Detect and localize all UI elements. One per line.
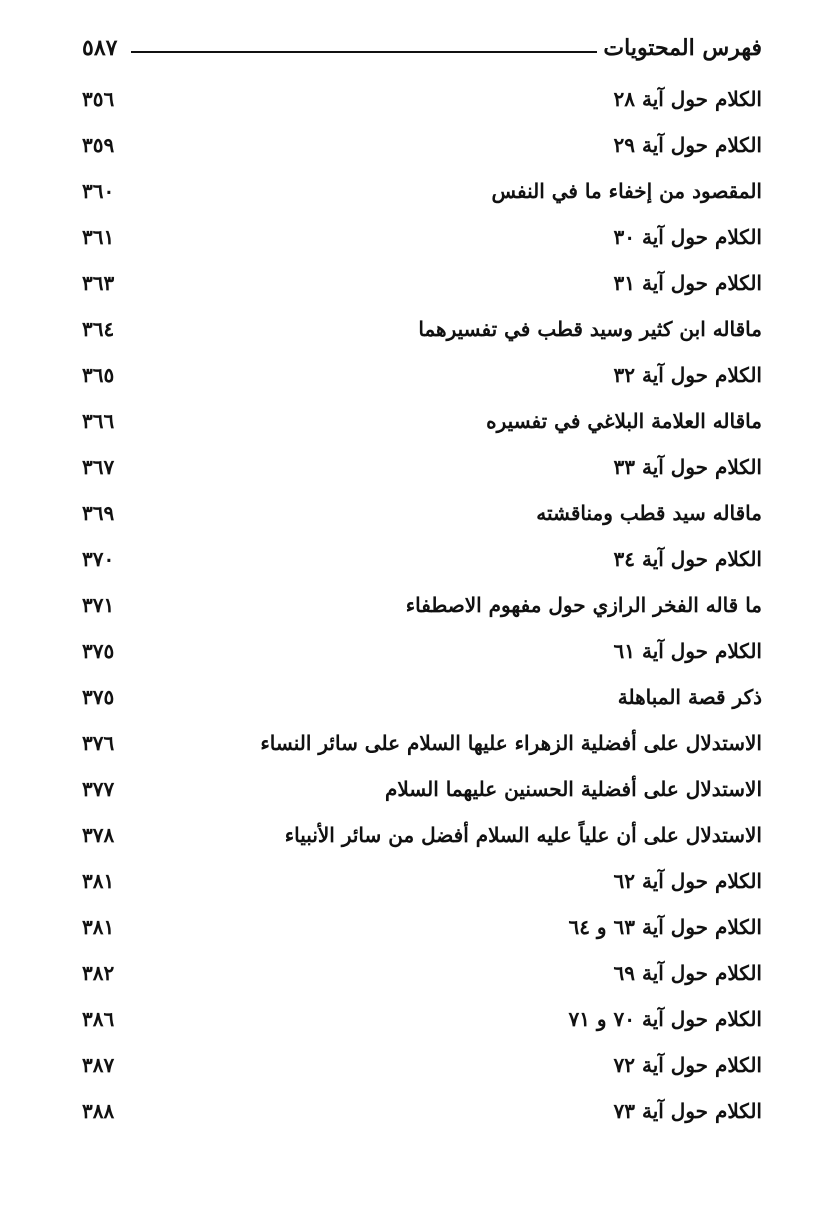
header-rule xyxy=(131,51,597,53)
toc-entry-title: الكلام حول آية ٣٢ xyxy=(613,363,762,387)
toc-entry xyxy=(82,766,762,812)
toc-entry-title: ماقاله سيد قطب ومناقشته xyxy=(536,501,762,525)
toc-entry xyxy=(82,582,762,628)
toc-entry xyxy=(82,536,762,582)
toc-entry-page: ٣٧٠ xyxy=(82,547,115,571)
toc-entry-title: الاستدلال على أفضلية الحسنين عليهما السلام xyxy=(384,777,762,801)
toc-entry xyxy=(82,720,762,766)
running-title: فهرس المحتويات xyxy=(603,35,762,61)
toc-entry xyxy=(82,1088,762,1134)
toc-entry-page: ٣٧٦ xyxy=(82,731,115,755)
toc-entry-page: ٣٧٨ xyxy=(82,823,115,847)
toc-entry-title: الكلام حول آية ٦٢ xyxy=(613,869,762,893)
toc-entry-title: الكلام حول آية ٣١ xyxy=(613,271,762,295)
toc-entry xyxy=(82,812,762,858)
toc-entry-page: ٣٦٩ xyxy=(82,501,115,525)
toc-entry-title: الكلام حول آية ٢٨ xyxy=(613,87,762,111)
toc-entry-title: الكلام حول آية ٦٣ و ٦٤ xyxy=(568,915,762,939)
toc-entry-title: ماقاله ابن كثير وسيد قطب في تفسيرهما xyxy=(418,317,762,341)
toc-entry xyxy=(82,122,762,168)
toc-entry xyxy=(82,306,762,352)
table-of-contents xyxy=(82,76,762,1134)
toc-entry xyxy=(82,628,762,674)
toc-entry-title: المقصود من إخفاء ما في النفس xyxy=(491,179,762,203)
toc-entry-page: ٣٧٥ xyxy=(82,639,115,663)
toc-entry-page: ٣٧٧ xyxy=(82,777,115,801)
toc-entry-page: ٣٦٧ xyxy=(82,455,115,479)
toc-entry-title: الكلام حول آية ٦١ xyxy=(613,639,762,663)
toc-entry-page: ٣٦٤ xyxy=(82,317,115,341)
toc-entry-page: ٣٨٨ xyxy=(82,1099,115,1123)
toc-entry-title: الكلام حول آية ٣٠ xyxy=(613,225,762,249)
running-header xyxy=(82,30,762,66)
toc-entry xyxy=(82,950,762,996)
toc-entry xyxy=(82,444,762,490)
toc-entry xyxy=(82,214,762,260)
toc-entry-page: ٣٥٩ xyxy=(82,133,115,157)
page-number: ٥٨٧ xyxy=(82,35,118,61)
toc-entry xyxy=(82,260,762,306)
toc-entry-page: ٣٧١ xyxy=(82,593,115,617)
toc-entry xyxy=(82,996,762,1042)
toc-entry xyxy=(82,168,762,214)
toc-entry-title: الاستدلال على أن علياً عليه السلام أفضل من سائر الأنبياء xyxy=(284,823,762,847)
toc-entry-page: ٣٦٥ xyxy=(82,363,115,387)
toc-entry-page: ٣٦١ xyxy=(82,225,115,249)
toc-entry xyxy=(82,1042,762,1088)
toc-entry-title: الكلام حول آية ٣٣ xyxy=(613,455,762,479)
toc-entry-page: ٣٨١ xyxy=(82,869,115,893)
toc-entry-title: الاستدلال على أفضلية الزهراء عليها السلام على سائر النساء xyxy=(260,731,762,755)
toc-entry xyxy=(82,490,762,536)
toc-entry-title: ما قاله الفخر الرازي حول مفهوم الاصطفاء xyxy=(405,593,762,617)
toc-entry xyxy=(82,352,762,398)
toc-entry xyxy=(82,674,762,720)
toc-entry-title: ذكر قصة المباهلة xyxy=(617,685,762,709)
toc-entry-title: الكلام حول آية ٣٤ xyxy=(613,547,762,571)
toc-entry-page: ٣٥٦ xyxy=(82,87,115,111)
toc-entry-page: ٣٦٣ xyxy=(82,271,115,295)
toc-entry xyxy=(82,398,762,444)
toc-entry xyxy=(82,76,762,122)
toc-entry-title: الكلام حول آية ٦٩ xyxy=(613,961,762,985)
toc-entry-page: ٣٨١ xyxy=(82,915,115,939)
toc-entry-page: ٣٨٢ xyxy=(82,961,115,985)
toc-entry-title: الكلام حول آية ٧٢ xyxy=(613,1053,762,1077)
toc-entry-page: ٣٦٠ xyxy=(82,179,115,203)
toc-entry xyxy=(82,858,762,904)
toc-entry-page: ٣٨٧ xyxy=(82,1053,115,1077)
toc-entry-title: الكلام حول آية ٧٣ xyxy=(613,1099,762,1123)
toc-entry-page: ٣٧٥ xyxy=(82,685,115,709)
toc-entry xyxy=(82,904,762,950)
toc-entry-page: ٣٨٦ xyxy=(82,1007,115,1031)
toc-entry-page: ٣٦٦ xyxy=(82,409,115,433)
toc-entry-title: الكلام حول آية ٢٩ xyxy=(613,133,762,157)
toc-entry-title: ماقاله العلامة البلاغي في تفسيره xyxy=(486,409,762,433)
toc-entry-title: الكلام حول آية ٧٠ و ٧١ xyxy=(568,1007,762,1031)
